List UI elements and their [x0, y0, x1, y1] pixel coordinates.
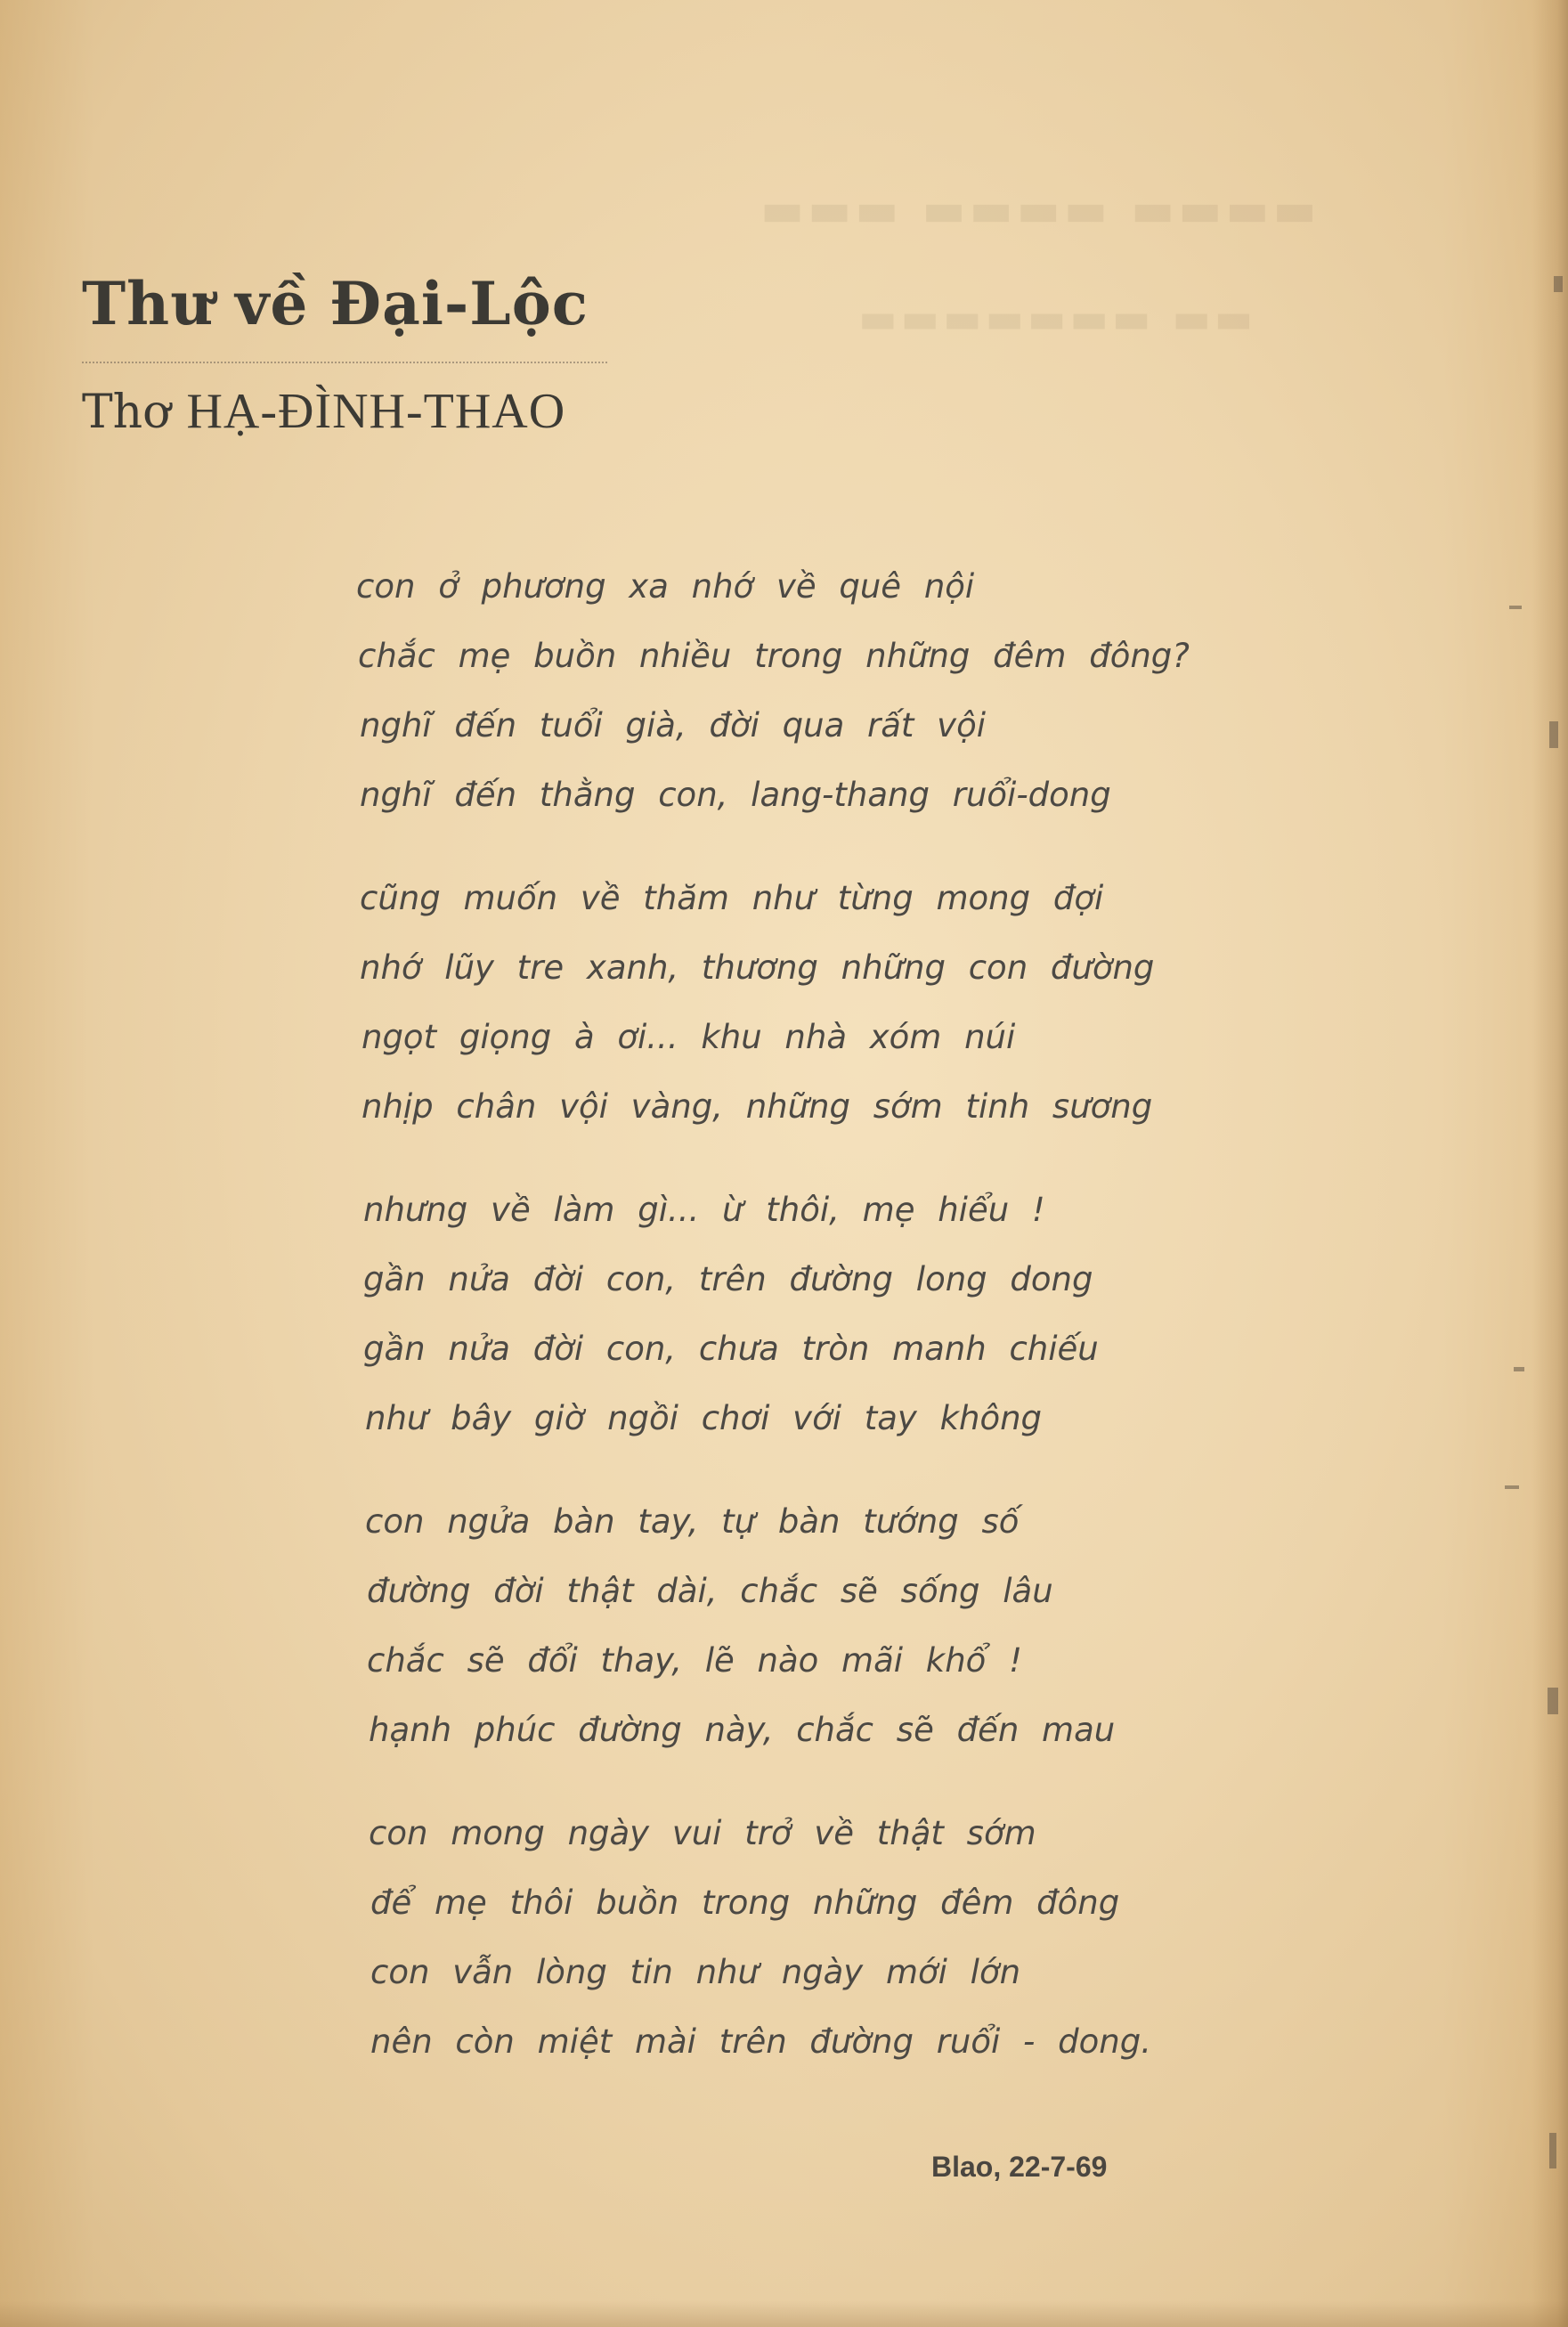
poem-line: nghĩ đến thằng con, lang-thang ruổi-dong [360, 776, 1111, 814]
poem-line: chắc mẹ buồn nhiều trong những đêm đông? [358, 637, 1190, 675]
show-through-ghost-text: ▬▬ ▬▬▬▬▬▬▬ [855, 294, 1254, 342]
stanza [356, 864, 1247, 1142]
poem-title: Thư về Đại-Lộc [82, 269, 589, 338]
paper-edge-right [1532, 0, 1568, 2327]
poem-line: con mong ngày vui trở về thật sớm [369, 1814, 1036, 1852]
title-divider [82, 362, 607, 363]
poem-line: con vẫn lòng tin như ngày mới lớn [370, 1953, 1021, 1991]
poem-line: nhưng về làm gì... ừ thôi, mẹ hiểu ! [363, 1191, 1045, 1229]
paper-speck [1509, 606, 1522, 609]
poem-line: gần nửa đời con, trên đường long dong [363, 1260, 1093, 1298]
paper-speck [1548, 1688, 1558, 1714]
show-through-ghost-text: ▬▬▬▬ ▬▬▬▬ ▬▬▬ [757, 183, 1317, 237]
poem-line: chắc sẽ đổi thay, lẽ nào mãi khổ ! [367, 1641, 1022, 1680]
paper-speck [1549, 721, 1558, 748]
stanza [356, 1176, 1247, 1453]
poem-line: như bây giờ ngồi chơi với tay không [365, 1399, 1043, 1437]
poem-line: con ngửa bàn tay, tự bàn tướng số [365, 1502, 1020, 1541]
author-name: HẠ-ĐÌNH-THAO [186, 384, 566, 439]
paper-speck [1505, 1485, 1519, 1489]
poem-line: đường đời thật dài, chắc sẽ sống lâu [367, 1572, 1053, 1610]
paper-speck [1514, 1367, 1524, 1371]
byline-prefix: Thơ [82, 386, 171, 439]
poem-line: gần nửa đời con, chưa tròn manh chiếu [363, 1330, 1099, 1368]
poem-line: nên còn miệt mài trên đường ruổi - dong. [370, 2022, 1151, 2061]
byline [82, 383, 565, 440]
poem-line: hạnh phúc đường này, chắc sẽ đến mau [369, 1711, 1116, 1749]
place-date-signature: Blao, 22-7-69 [931, 2151, 1108, 2183]
poem-body [356, 552, 1247, 2111]
paper-speck [1554, 276, 1563, 292]
poem-line: cũng muốn về thăm như từng mong đợi [360, 879, 1104, 917]
stanza [356, 552, 1247, 830]
poem-line: nhịp chân vội vàng, những sớm tinh sương [362, 1087, 1153, 1126]
paper-speck [1549, 2133, 1556, 2168]
stanza [356, 1799, 1247, 2077]
stanza [356, 1487, 1247, 1765]
poem-line: nhớ lũy tre xanh, thương những con đường [360, 948, 1155, 987]
poem-line: ngọt giọng à ơi... khu nhà xóm núi [362, 1018, 1016, 1056]
paper-edge-bottom [0, 2300, 1568, 2327]
poem-line: để mẹ thôi buồn trong những đêm đông [370, 1884, 1120, 1922]
poem-line: con ở phương xa nhớ về quê nội [356, 567, 975, 606]
poem-line: nghĩ đến tuổi già, đời qua rất vội [360, 706, 986, 744]
